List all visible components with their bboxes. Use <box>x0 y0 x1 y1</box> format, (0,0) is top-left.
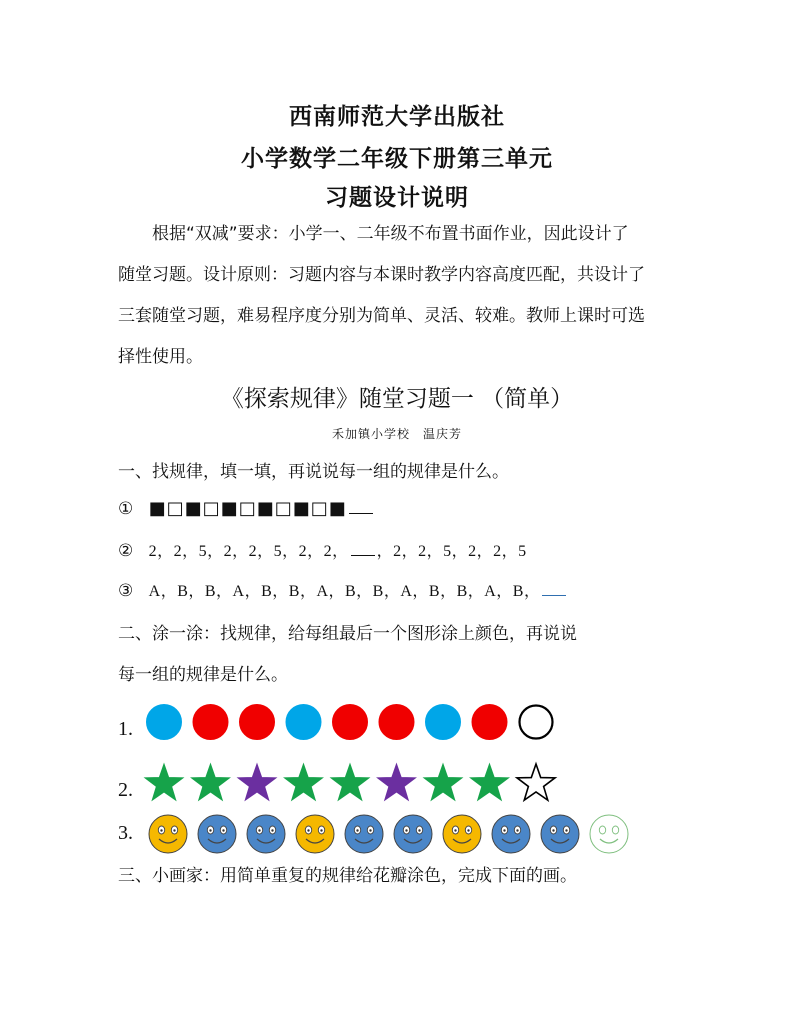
doc-title: 习题设计说明 <box>325 185 469 211</box>
intro-line-4: 择性使用。 <box>118 347 203 367</box>
answer-blank[interactable] <box>349 499 373 514</box>
circle-shape <box>240 705 275 740</box>
publisher-title: 西南师范大学出版社 <box>289 104 505 130</box>
answer-blank[interactable] <box>351 541 375 556</box>
row-number-3: 3. <box>118 822 133 844</box>
book-title: 小学数学二年级下册第三单元 <box>241 146 553 172</box>
exercise-title: 《探索规律》随堂习题一 （简单） <box>220 386 574 412</box>
row-number-2: 2. <box>118 779 133 801</box>
star-shape <box>331 764 369 800</box>
answer-blank[interactable] <box>542 581 566 596</box>
number-sequence-b: ，2，2，5，2，2，5 <box>376 543 527 560</box>
q1-item-2 <box>118 538 527 561</box>
star-shape <box>191 764 229 800</box>
author-line: 禾加镇小学校 温庆芳 <box>331 427 462 441</box>
q2-prompt-line-2: 每一组的规律是什么。 <box>118 665 288 685</box>
circle-shape <box>379 705 414 740</box>
smiley-face-icon <box>247 815 285 853</box>
intro-line-3: 三套随堂习题，难易程序度分别为简单、灵活、较难。教师上课时可选 <box>118 306 645 326</box>
q1-prompt: 一、找规律，填一填，再说说每一组的规律是什么。 <box>118 462 509 482</box>
circle-shape <box>286 705 321 740</box>
smiley-face-icon <box>541 815 579 853</box>
star-shape <box>145 764 183 800</box>
intro-line-1: 根据“双减”要求：小学一、二年级不布置书面作业，因此设计了 <box>152 224 629 244</box>
blank-smiley-face-icon[interactable] <box>590 815 628 853</box>
smiley-face-icon <box>149 815 187 853</box>
intro-paragraph <box>118 214 688 378</box>
star-shape <box>377 764 415 800</box>
square-sequence: ■□■□■□■□■□■ <box>148 498 347 519</box>
smiley-face-icon <box>492 815 530 853</box>
circle-shape <box>472 705 507 740</box>
star-shape <box>238 764 276 800</box>
circle-shape <box>147 705 182 740</box>
star-pattern-row <box>140 763 570 807</box>
star-shape <box>470 764 508 800</box>
blank-star-shape[interactable] <box>517 764 555 800</box>
smiley-face-icon <box>345 815 383 853</box>
circle-shape <box>193 705 228 740</box>
blank-circle-shape[interactable] <box>520 706 553 739</box>
letter-sequence: A，B，B，A，B，B，A，B，B，A，B，B，A，B， <box>148 583 541 600</box>
q2-prompt-line-1: 二、涂一涂：找规律，给每组最后一个图形涂上颜色，再说说 <box>118 624 577 644</box>
row-number-1: 1. <box>118 718 133 740</box>
star-shape <box>284 764 322 800</box>
circle-shape <box>426 705 461 740</box>
intro-line-2: 随堂习题。设计原则：习题内容与本课时教学内容高度匹配，共设计了 <box>118 265 645 285</box>
q3-prompt: 三、小画家：用简单重复的规律给花瓣涂色，完成下面的画。 <box>118 866 577 886</box>
smiley-face-icon <box>394 815 432 853</box>
circle-pattern-row <box>140 700 570 744</box>
item-number: ① <box>118 499 134 519</box>
smiley-face-icon <box>296 815 334 853</box>
smiley-pattern-row <box>140 812 640 858</box>
q1-item-1 <box>118 498 375 519</box>
smiley-face-icon <box>198 815 236 853</box>
circle-shape <box>333 705 368 740</box>
star-shape <box>424 764 462 800</box>
q1-item-3 <box>118 578 568 601</box>
smiley-face-icon <box>443 815 481 853</box>
item-number: ③ <box>118 581 134 601</box>
item-number: ② <box>118 541 134 561</box>
number-sequence-a: 2，2，5，2，2，5，2，2， <box>148 543 349 560</box>
